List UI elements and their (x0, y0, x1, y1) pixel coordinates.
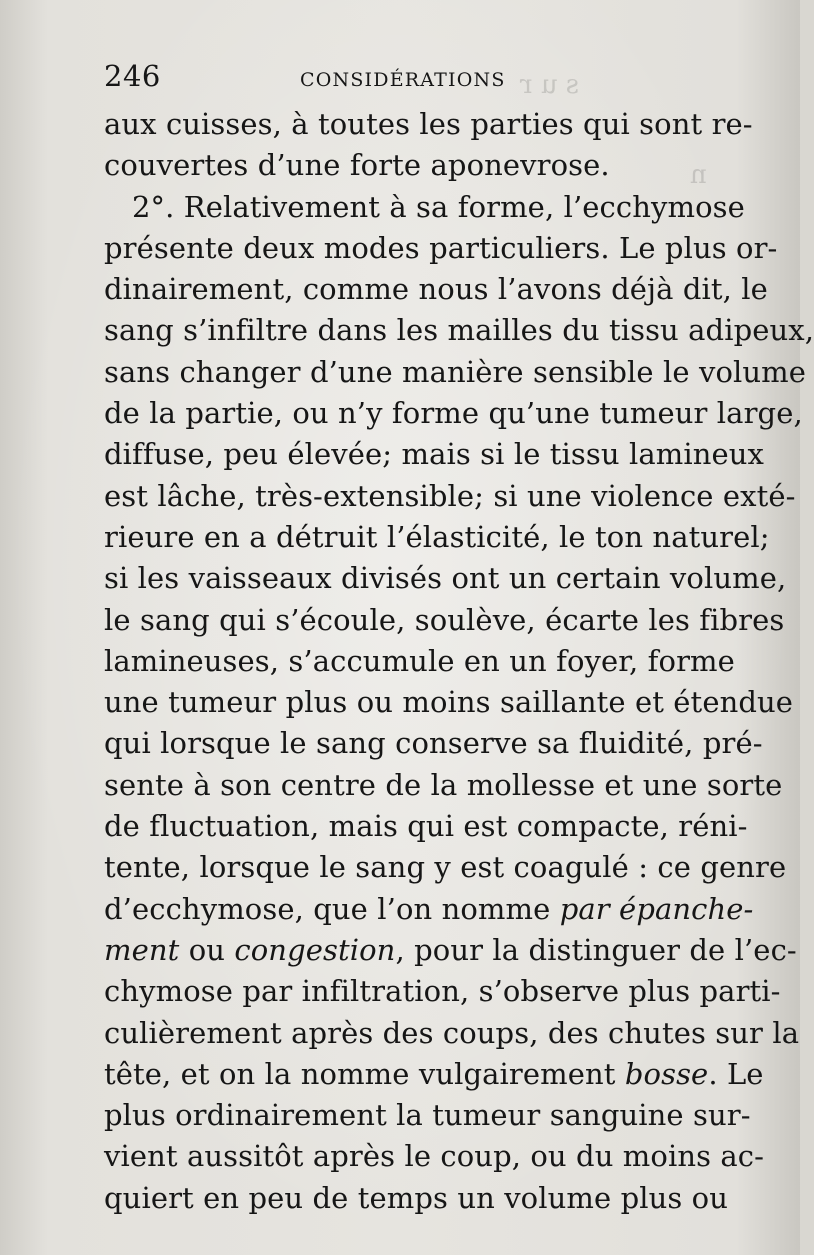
text-segment: . Le (708, 1056, 764, 1091)
text-segment: quiert en peu de temps un volume plus ou (104, 1180, 729, 1215)
text-line (104, 352, 807, 393)
running-head: CONSIDÉRATIONS (300, 69, 506, 91)
page-number: 246 (104, 59, 161, 93)
text-line (104, 930, 797, 971)
text-line (104, 476, 796, 517)
text-segment: tête, et on la nomme vulgairement (104, 1056, 625, 1091)
italic-text: congestion (234, 932, 396, 967)
text-segment: aux cuisses, à toutes les parties qui sont re- (104, 107, 753, 141)
text-segment: est lâche, très-extensible; si une violence exté- (104, 478, 796, 513)
show-through-text: n (690, 160, 707, 190)
text-line (104, 1095, 751, 1136)
text-line (104, 187, 745, 228)
text-segment: plus ordinairement la tumeur sanguine sur- (104, 1098, 751, 1133)
body-text (104, 104, 814, 1219)
text-segment: le sang qui s’écoule, soulève, écarte les fibres (104, 602, 785, 637)
text-segment: culièrement après des coups, des chutes sur la (104, 1015, 800, 1050)
text-line (104, 434, 764, 475)
text-segment: sang s’infiltre dans les mailles du tissu adipeux, (104, 313, 814, 348)
italic-text: par épanche- (559, 891, 754, 926)
text-line (104, 269, 768, 310)
text-line (104, 104, 753, 145)
text-line (104, 765, 783, 806)
text-segment: sans changer d’une manière sensible le volume (104, 354, 807, 389)
text-segment: tente, lorsque le sang y est coagulé : ce genre (104, 850, 787, 885)
text-segment: , pour la distinguer de l’ec- (395, 932, 797, 967)
text-line (104, 517, 770, 558)
text-segment: chymose par infiltration, s’observe plus parti- (104, 974, 781, 1009)
text-line (104, 1054, 764, 1095)
text-segment: dinairement, comme nous l’avons déjà dit, le (104, 272, 768, 307)
italic-text: bosse (624, 1056, 709, 1091)
text-segment: présente deux modes particuliers. Le plus or- (104, 230, 778, 265)
text-line (104, 145, 610, 186)
text-line (104, 723, 763, 764)
text-segment: lamineuses, s’accumule en un foyer, forme (104, 643, 735, 678)
text-line (104, 1013, 800, 1054)
show-through-text: s u r (520, 70, 580, 100)
page-header (104, 58, 664, 98)
text-line (104, 682, 794, 723)
text-line (104, 806, 748, 847)
text-line (104, 889, 754, 930)
text-segment: qui lorsque le sang conserve sa fluidité, pré- (104, 726, 763, 761)
text-line (104, 310, 814, 351)
text-line (104, 847, 787, 888)
text-segment: couvertes d’une forte aponevrose. (104, 148, 610, 183)
text-line (104, 641, 735, 682)
text-line (104, 971, 781, 1012)
text-segment: de la partie, ou n’y forme qu’une tumeur large, (104, 396, 803, 431)
text-segment: de fluctuation, mais qui est compacte, réni- (104, 809, 748, 844)
text-segment: d’ecchymose, que l’on nomme (104, 891, 560, 926)
text-segment: vient aussitôt après le coup, ou du moins ac- (104, 1139, 765, 1174)
text-line (104, 600, 785, 641)
text-segment: 2°. Relativement à sa forme, l’ecchymose (132, 189, 745, 224)
text-segment: si les vaisseaux divisés ont un certain volume, (104, 561, 787, 596)
text-segment: une tumeur plus ou moins saillante et étendue (104, 685, 794, 720)
text-segment: diffuse, peu élevée; mais si le tissu lamineux (104, 437, 764, 472)
text-line (104, 558, 787, 599)
text-line (104, 1178, 729, 1219)
text-line (104, 1136, 765, 1177)
text-segment: sente à son centre de la mollesse et une sorte (104, 767, 783, 802)
text-line (104, 393, 803, 434)
text-segment: rieure en a détruit l’élasticité, le ton naturel; (104, 519, 770, 554)
text-line (104, 228, 778, 269)
text-segment: ou (179, 932, 235, 967)
italic-text: ment (104, 932, 180, 967)
